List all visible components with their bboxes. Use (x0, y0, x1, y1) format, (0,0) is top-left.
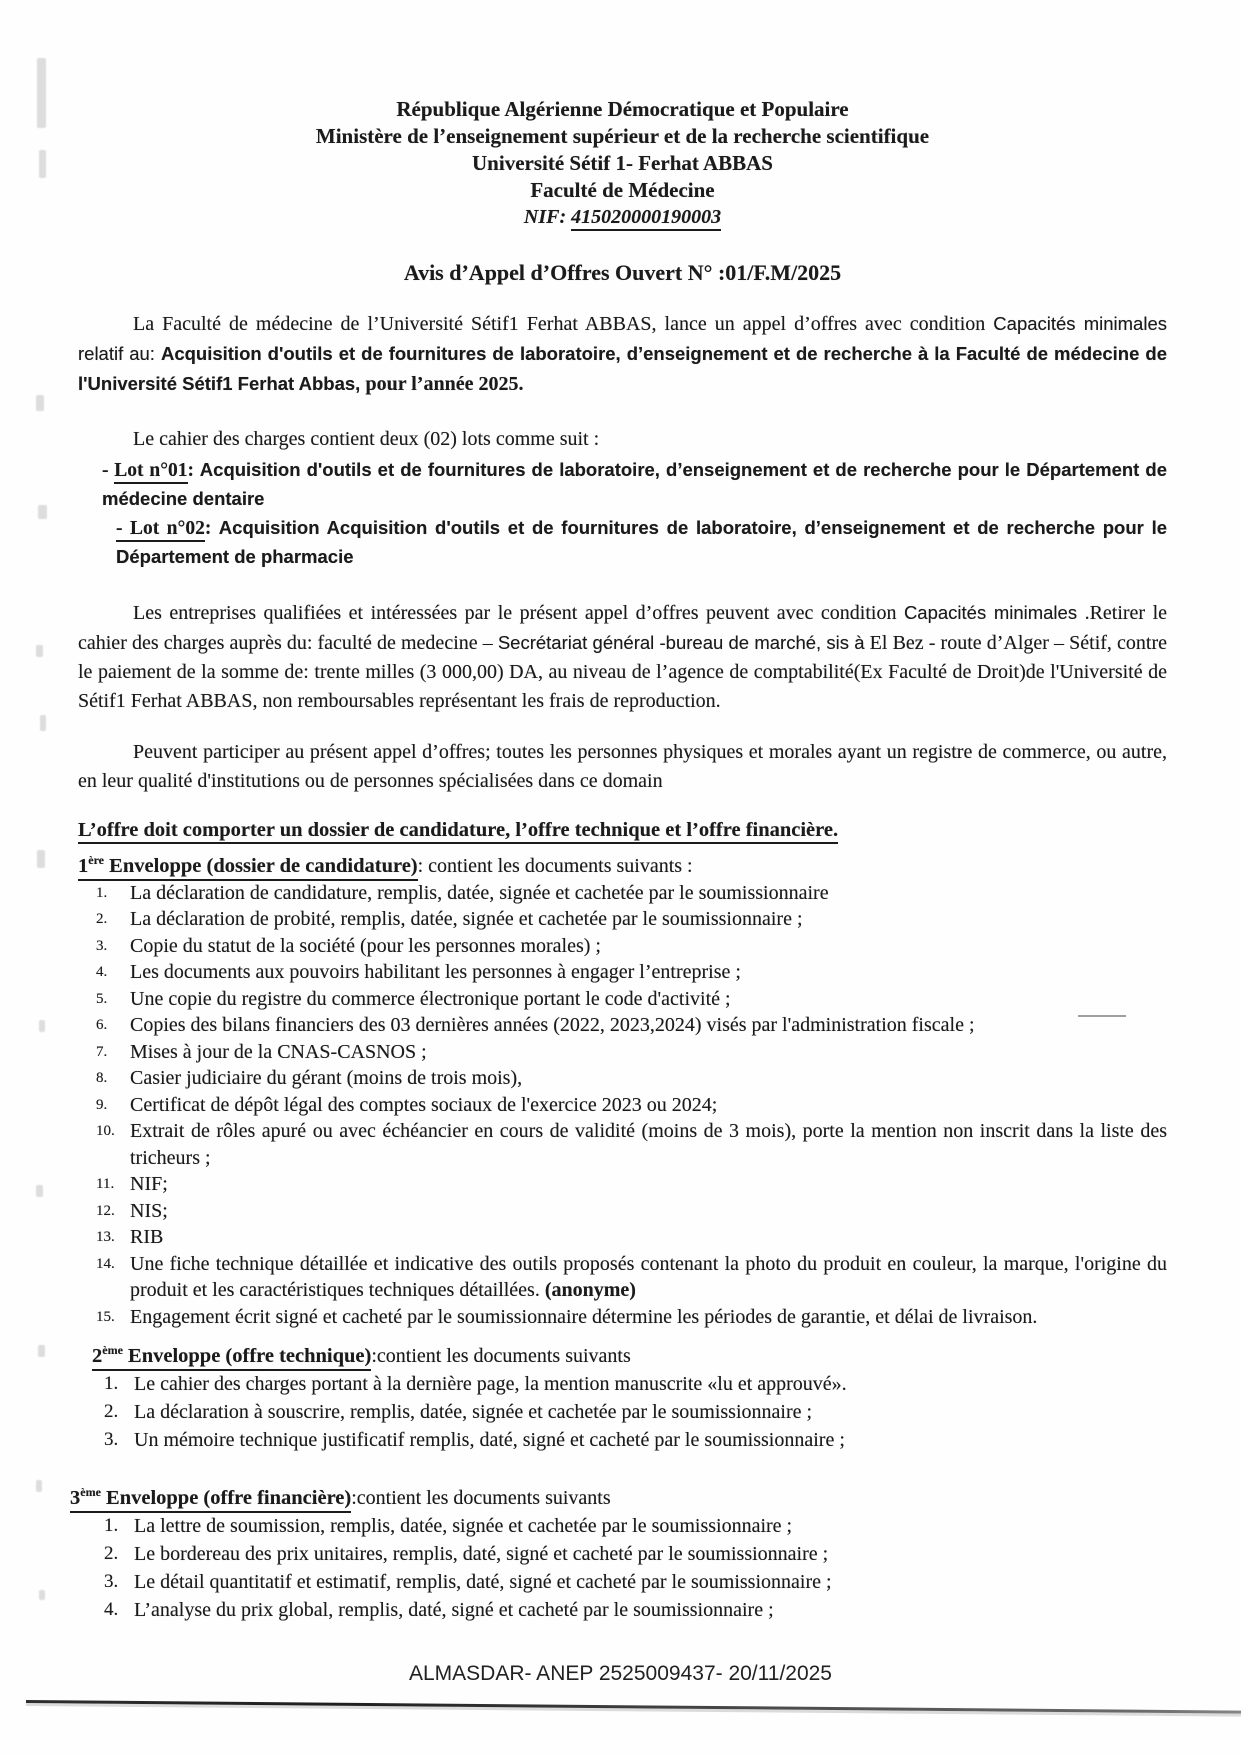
list-item (78, 1251, 1167, 1304)
nif-value: 415020000190003 (571, 206, 721, 231)
lot-2-label: - Lot n°02 (116, 518, 205, 542)
envelope-3-list (78, 1512, 1167, 1624)
item-number: 10. (96, 1123, 115, 1140)
item-text: La déclaration à souscrire, remplis, datée, signée et cachetée par le soumissionnaire ; (134, 1401, 813, 1424)
nif-label: NIF: (523, 206, 572, 228)
list-item (78, 1596, 1167, 1624)
envelope-2-heading (92, 1336, 1167, 1370)
item-number: 3. (104, 1570, 119, 1592)
intro-paragraph (78, 309, 1167, 399)
scan-artifact (36, 1185, 43, 1197)
item-text: Le bordereau des prix unitaires, remplis, daté, signé et cacheté par le soumissionnaire ; (134, 1542, 829, 1565)
item-text: La déclaration de probité, remplis, datée, signée et cachetée par le soumissionnaire ; (130, 908, 803, 931)
list-item (78, 1224, 1167, 1251)
item-text: Mises à jour de la CNAS-CASNOS ; (130, 1040, 427, 1063)
scan-artifact (36, 395, 44, 411)
header-republic-line: République Algérienne Démocratique et Populaire (396, 97, 849, 121)
item-number: 9. (96, 1096, 108, 1113)
intro-bold-object-segment: Acquisition d'outils et de fournitures de laboratoire, d’enseignement et de recherche à la Faculté de médecine de l'Université Sétif1 Ferhat Abbas, (78, 343, 1167, 394)
withdrawal-sans-1: Capacités minimales (903, 602, 1078, 623)
list-item (78, 1512, 1167, 1540)
lot-2-text: Acquisition Acquisition d'outils et de fournitures de laboratoire, d’enseignement et de recherche pour le Département de pharmacie (116, 517, 1167, 567)
list-item (78, 1012, 1167, 1039)
scan-artifact (37, 58, 46, 128)
item-text-bold: (anonyme) (544, 1279, 636, 1302)
header-university-line: Université Sétif 1- Ferhat ABBAS (472, 151, 773, 175)
header-faculty-line: Faculté de Médecine (530, 178, 715, 202)
list-item (78, 1568, 1167, 1596)
lot-1-line (102, 456, 1167, 514)
document-title: Avis d’Appel d’Offres Ouvert N° :01/F.M/2025 (403, 260, 842, 285)
list-item (78, 1426, 1167, 1454)
scan-artifact (39, 1020, 45, 1032)
lot-2-line (116, 514, 1167, 572)
envelope-3-heading-rest: :contient les documents suivants (351, 1486, 611, 1509)
list-item (78, 1304, 1167, 1331)
offer-structure-heading (78, 816, 1167, 844)
item-number: 8. (96, 1070, 108, 1087)
item-text: Une fiche technique détaillée et indicative des outils proposés contenant la photo du produit en couleur, la marque, l'origine du produit et les caractéristiques techniques détaillées. (130, 1252, 1167, 1302)
item-text: Le cahier des charges portant à la dernière page, la mention manuscrite «lu et approuvé». (134, 1373, 847, 1396)
scan-artifact (36, 645, 43, 657)
participation-paragraph: Peuvent participer au présent appel d’offres; toutes les personnes physiques et morales ayant un registre de commerce, ou autre, en leur qualité d'institutions ou de personnes spécialisées dans ce domain (78, 741, 1167, 792)
item-text: RIB (130, 1226, 164, 1249)
lot-2-colon: : (204, 518, 219, 539)
list-item (78, 906, 1167, 933)
intro-year-segment: pour l’année 2025. (365, 373, 524, 395)
lot-1-text: Acquisition d'outils et de fournitures de laboratoire, d’enseignement et de recherche pour le Département de médecine dentaire (102, 459, 1167, 509)
list-item (78, 1039, 1167, 1066)
item-number: 2. (96, 911, 108, 928)
scan-artifact (38, 1345, 45, 1357)
scan-artifact (1078, 1015, 1126, 1017)
item-number: 2. (104, 1401, 119, 1423)
item-number: 1. (96, 884, 108, 901)
item-text: Une copie du registre du commerce électronique portant le code d'activité ; (130, 987, 731, 1010)
nif-line (78, 204, 1167, 231)
item-number: 2. (104, 1542, 119, 1564)
item-text: Extrait de rôles apuré ou avec échéancier en cours de validité (moins de 3 mois), porte la mention non inscrit dans la liste des tricheurs ; (130, 1120, 1167, 1169)
envelope-2-list (78, 1370, 1167, 1454)
envelope-3-heading (70, 1478, 1167, 1512)
item-number: 5. (96, 990, 108, 1007)
item-number: 3. (96, 937, 108, 954)
item-number: 3. (104, 1429, 119, 1451)
item-number: 1. (104, 1373, 119, 1395)
envelope-1-list (78, 880, 1167, 1331)
scan-artifact (40, 715, 46, 731)
scan-artifact (36, 1480, 42, 1492)
list-item (78, 1370, 1167, 1398)
item-text: NIS; (130, 1199, 168, 1222)
item-text: La déclaration de candidature, remplis, datée, signée et cachetée par le soumissionnaire (130, 881, 829, 904)
list-item (78, 1540, 1167, 1568)
item-text: Le détail quantitatif et estimatif, remplis, daté, signé et cacheté par le soumissionnaire ; (134, 1570, 832, 1593)
list-item (78, 1198, 1167, 1225)
list-item (78, 1171, 1167, 1198)
scan-artifact (38, 505, 47, 519)
item-number: 15. (96, 1308, 115, 1325)
list-item (78, 986, 1167, 1013)
withdrawal-paragraph (78, 598, 1167, 716)
intro-serif-segment: La Faculté de médecine de l’Université Sétif1 Ferhat ABBAS, lance un appel d’offres avec condition (133, 313, 994, 335)
item-text: Engagement écrit signé et cacheté par le soumissionnaire détermine les périodes de garantie, et délai de livraison. (130, 1305, 1038, 1328)
withdrawal-serif-1: Les entreprises qualifiées et intéressées par le présent appel d’offres peuvent avec condition (133, 602, 904, 624)
item-text: Un mémoire technique justificatif remplis, daté, signé et cacheté par le soumissionnaire ; (134, 1429, 845, 1452)
list-item (78, 959, 1167, 986)
lot-1-dash: - (102, 460, 115, 481)
envelope-2-heading-bold: 2ème Enveloppe (offre technique) (92, 1345, 371, 1371)
item-number: 1. (104, 1514, 119, 1536)
item-text: Les documents aux pouvoirs habilitant les personnes à engager l’entreprise ; (130, 961, 741, 984)
item-number: 4. (96, 964, 108, 981)
withdrawal-serif-2: .Retirer le cahier des charges auprès du: faculté de medecine – (78, 602, 1167, 654)
envelope-3-heading-bold: 3ème Enveloppe (offre financière) (70, 1487, 351, 1513)
list-item (78, 1065, 1167, 1092)
offer-structure-heading-text: L’offre doit comporter un dossier de candidature, l’offre technique et l’offre financière. (78, 819, 838, 844)
item-text: NIF; (130, 1173, 168, 1196)
scan-artifact (39, 150, 46, 178)
intro-sans-segment: Capacités minimales relatif au: (78, 313, 1167, 364)
list-item (78, 1118, 1167, 1171)
list-item (78, 1398, 1167, 1426)
item-number: 11. (96, 1176, 115, 1193)
item-number: 13. (96, 1229, 115, 1246)
envelope-1-heading (78, 846, 1167, 880)
item-number: 7. (96, 1043, 108, 1060)
list-item (78, 933, 1167, 960)
anep-footer-line: ALMASDAR- ANEP 2525009437- 20/11/2025 (408, 1662, 832, 1685)
envelope-1-heading-rest: : contient les documents suivants : (417, 854, 693, 877)
envelope-2-heading-rest: :contient les documents suivants (371, 1345, 631, 1368)
bottom-separator-line (26, 1700, 1241, 1714)
item-number: 6. (96, 1017, 108, 1034)
lot-1-colon: : (187, 460, 200, 481)
withdrawal-sans-2: Secrétariat général -bureau de marché, sis à (497, 632, 865, 653)
envelope-1-heading-bold: 1ère Enveloppe (dossier de candidature) (78, 855, 418, 881)
item-text: La lettre de soumission, remplis, datée, signée et cachetée par le soumissionnaire ; (134, 1514, 793, 1537)
item-text: Casier judiciaire du gérant (moins de trois mois), (130, 1067, 523, 1090)
item-number: 4. (104, 1598, 119, 1620)
item-text: Copies des bilans financiers des 03 dernières années (2022, 2023,2024) visés par l'administration fiscale ; (130, 1014, 975, 1037)
list-item (78, 880, 1167, 907)
item-number: 14. (96, 1255, 115, 1272)
item-text: Copie du statut de la société (pour les personnes morales) ; (130, 934, 601, 957)
item-text: Certificat de dépôt légal des comptes sociaux de l'exercice 2023 ou 2024; (130, 1093, 718, 1116)
header-ministry-line: Ministère de l’enseignement supérieur et de la recherche scientifique (315, 124, 930, 148)
lots-intro-line: Le cahier des charges contient deux (02) lots comme suit : (133, 428, 600, 450)
scan-artifact (39, 1590, 45, 1600)
item-number: 12. (96, 1202, 115, 1219)
scan-artifact (37, 850, 45, 868)
item-text: L’analyse du prix global, remplis, daté, signé et cacheté par le soumissionnaire ; (134, 1598, 774, 1621)
lot-1-label: Lot n°01 (114, 460, 187, 484)
list-item (78, 1092, 1167, 1119)
withdrawal-serif-3: El Bez - route d’Alger – Sétif, contre le paiement de la somme de: trente milles (3 000,00) DA, au niveau de l’agence de comptabilité(Ex Faculté de Droit)de l'Université de Sétif1 Ferhat ABBAS, non remboursables représentant les frais de reproduction. (78, 632, 1167, 712)
